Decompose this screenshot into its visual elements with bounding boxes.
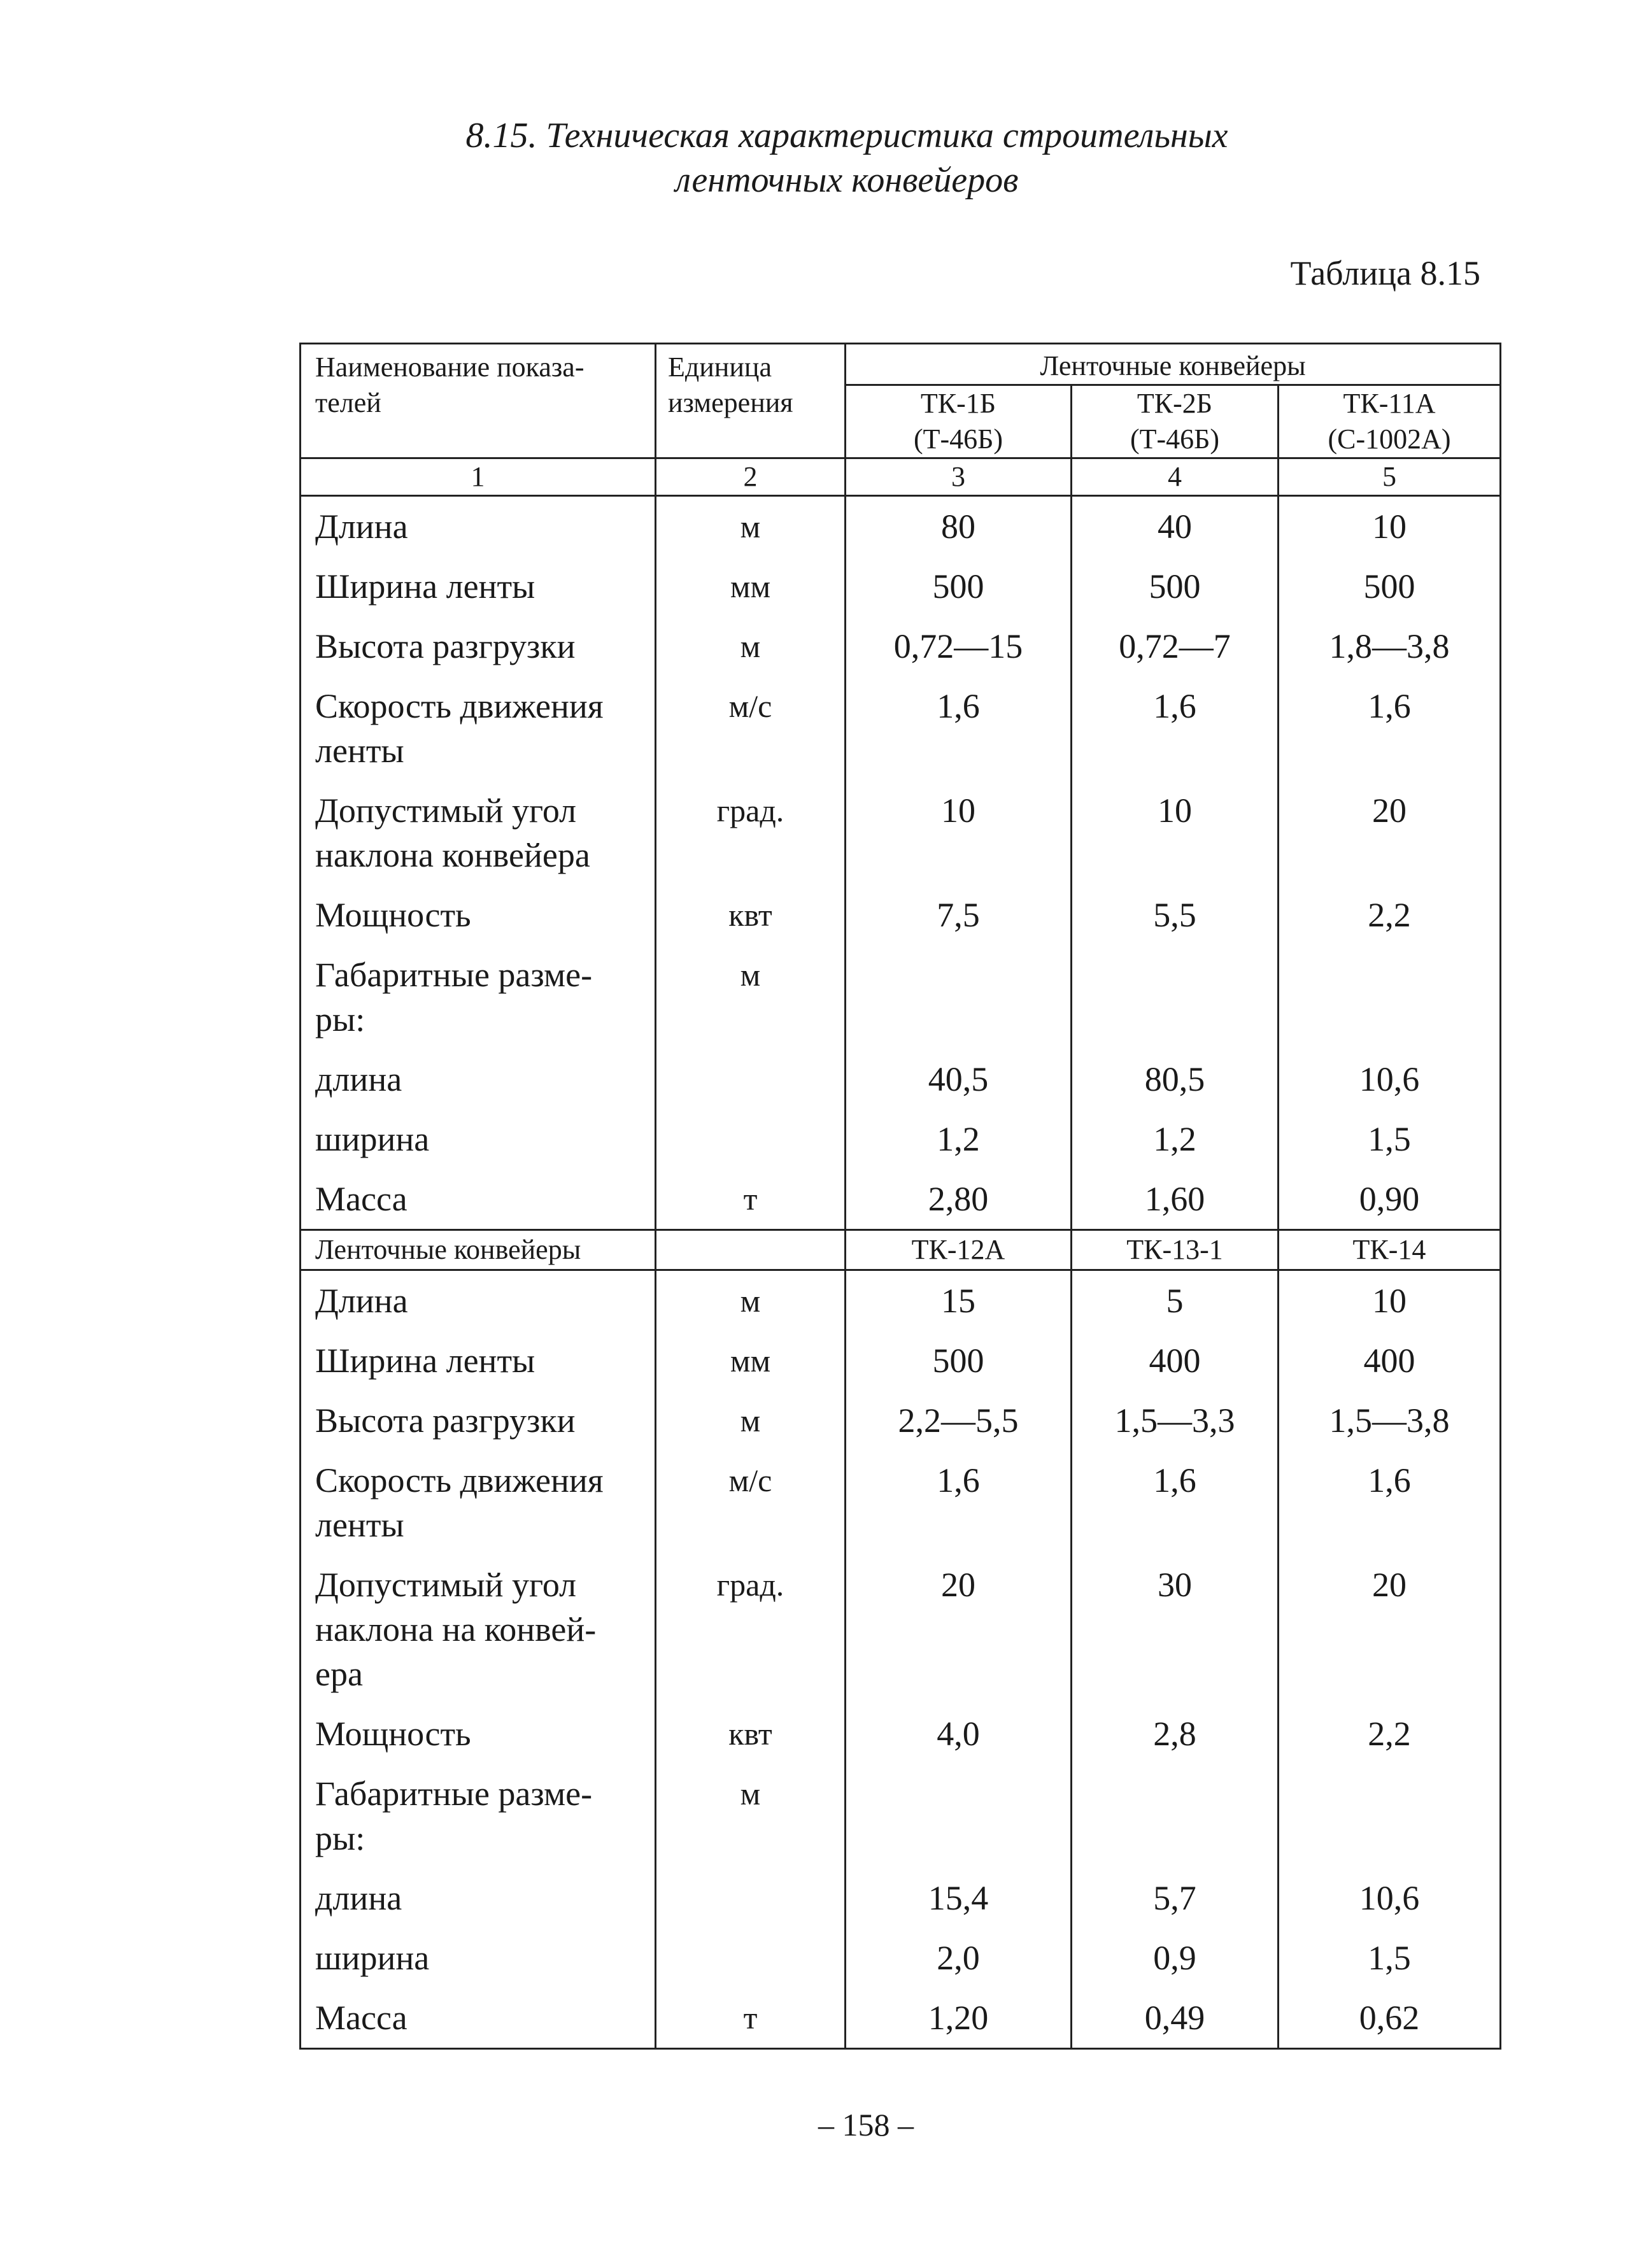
unit-cell xyxy=(656,1049,846,1109)
section1-row xyxy=(301,676,1501,781)
value-cell: 1,6 xyxy=(1279,1450,1501,1555)
parameter-name-cell: длина xyxy=(301,1868,656,1928)
section1-row xyxy=(301,496,1501,557)
value-cell: 1,2 xyxy=(1072,1109,1279,1169)
value-cell: 5 xyxy=(1072,1270,1279,1331)
parameter-name-cell: Мощность xyxy=(301,1704,656,1764)
value-cell: 80,5 xyxy=(1072,1049,1279,1109)
header-row xyxy=(301,344,1501,385)
section1-row xyxy=(301,556,1501,616)
section2-row xyxy=(301,1270,1501,1331)
unit-cell: квт xyxy=(656,885,846,945)
value-cell: 10 xyxy=(1072,781,1279,885)
column-number-cell: 1 xyxy=(301,458,656,496)
section-title-line2: ленточных конвейеров xyxy=(675,160,1019,200)
value-cell: 1,5—3,3 xyxy=(1072,1391,1279,1450)
section2-row xyxy=(301,1764,1501,1868)
section2-row xyxy=(301,1928,1501,1988)
unit-cell: м/с xyxy=(656,676,846,781)
parameter-name-cell: Ширина ленты xyxy=(301,556,656,616)
value-cell: 30 xyxy=(1072,1555,1279,1704)
parameter-name-cell: Длина xyxy=(301,1270,656,1331)
unit-cell: мм xyxy=(656,556,846,616)
parameter-name-cell: Ширина ленты xyxy=(301,1331,656,1391)
section2-row xyxy=(301,1704,1501,1764)
value-cell: 15,4 xyxy=(846,1868,1072,1928)
parameter-name-cell: Допустимый угол наклона на конвей- ера xyxy=(301,1555,656,1704)
value-cell: 15 xyxy=(846,1270,1072,1331)
unit-cell: мм xyxy=(656,1331,846,1391)
group-name-cell: Ленточные конвейеры xyxy=(301,1230,656,1270)
value-cell: 2,2 xyxy=(1279,1704,1501,1764)
parameter-name-cell: ширина xyxy=(301,1109,656,1169)
value-cell: 10 xyxy=(846,781,1072,885)
value-cell: 1,2 xyxy=(846,1109,1072,1169)
section1-row xyxy=(301,781,1501,885)
value-cell: 500 xyxy=(846,1331,1072,1391)
value-cell: 1,5 xyxy=(1279,1928,1501,1988)
section-title xyxy=(0,113,1630,202)
value-cell xyxy=(1072,945,1279,1049)
value-cell: 1,6 xyxy=(846,676,1072,781)
parameter-name-cell: Мощность xyxy=(301,885,656,945)
unit-cell: квт xyxy=(656,1704,846,1764)
value-cell: 500 xyxy=(1279,556,1501,616)
unit-cell: град. xyxy=(656,1555,846,1704)
parameter-name-cell: Габаритные разме- ры: xyxy=(301,945,656,1049)
table-caption: Таблица 8.15 xyxy=(1290,254,1480,292)
value-cell: 10,6 xyxy=(1279,1868,1501,1928)
column-number-cell: 4 xyxy=(1072,458,1279,496)
value-cell: 20 xyxy=(1279,1555,1501,1704)
column-number-cell: 2 xyxy=(656,458,846,496)
group-separator-row xyxy=(301,1230,1501,1270)
value-cell: 0,49 xyxy=(1072,1988,1279,2049)
value-cell: 4,0 xyxy=(846,1704,1072,1764)
value-cell: 0,72—15 xyxy=(846,616,1072,676)
column-number-cell: 5 xyxy=(1279,458,1501,496)
parameter-name-cell: Масса xyxy=(301,1169,656,1230)
unit-cell: м xyxy=(656,496,846,557)
section1-row xyxy=(301,616,1501,676)
group-unit-cell xyxy=(656,1230,846,1270)
unit-cell xyxy=(656,1868,846,1928)
page-number: – 158 – xyxy=(818,2107,914,2143)
value-cell: 2,8 xyxy=(1072,1704,1279,1764)
value-cell: 500 xyxy=(846,556,1072,616)
value-cell: 80 xyxy=(846,496,1072,557)
value-cell: 40 xyxy=(1072,496,1279,557)
value-cell: 1,6 xyxy=(1072,1450,1279,1555)
value-cell xyxy=(846,945,1072,1049)
section1-row xyxy=(301,945,1501,1049)
section1-row xyxy=(301,1049,1501,1109)
value-cell: 5,5 xyxy=(1072,885,1279,945)
section1-row xyxy=(301,1169,1501,1230)
value-cell: 2,0 xyxy=(846,1928,1072,1988)
value-cell: 1,5 xyxy=(1279,1109,1501,1169)
section2-row xyxy=(301,1450,1501,1555)
section2-row xyxy=(301,1391,1501,1450)
header-model-cell: ТК-11А (С-1002А) xyxy=(1279,385,1501,458)
value-cell: 0,72—7 xyxy=(1072,616,1279,676)
value-cell: 2,2—5,5 xyxy=(846,1391,1072,1450)
unit-cell: м xyxy=(656,945,846,1049)
parameter-name-cell: Высота разгрузки xyxy=(301,616,656,676)
section2-row xyxy=(301,1331,1501,1391)
value-cell xyxy=(846,1764,1072,1868)
parameter-name-cell: Масса xyxy=(301,1988,656,2049)
value-cell xyxy=(1072,1764,1279,1868)
section2-row xyxy=(301,1868,1501,1928)
unit-cell: т xyxy=(656,1988,846,2049)
parameter-name-cell: Допустимый угол наклона конвейера xyxy=(301,781,656,885)
value-cell xyxy=(1279,945,1501,1049)
parameter-name-cell: Длина xyxy=(301,496,656,557)
value-cell: 5,7 xyxy=(1072,1868,1279,1928)
unit-cell: м/с xyxy=(656,1450,846,1555)
section2-row xyxy=(301,1555,1501,1704)
header-group-cell: Ленточные конвейеры xyxy=(846,344,1501,385)
unit-cell: м xyxy=(656,616,846,676)
value-cell: 0,90 xyxy=(1279,1169,1501,1230)
value-cell: 1,5—3,8 xyxy=(1279,1391,1501,1450)
section1-row xyxy=(301,1109,1501,1169)
value-cell: 10 xyxy=(1279,496,1501,557)
value-cell: 400 xyxy=(1279,1331,1501,1391)
value-cell: 7,5 xyxy=(846,885,1072,945)
value-cell: 1,60 xyxy=(1072,1169,1279,1230)
value-cell: 20 xyxy=(1279,781,1501,885)
group-model-cell: ТК-12А xyxy=(846,1230,1072,1270)
value-cell: 20 xyxy=(846,1555,1072,1704)
value-cell: 1,6 xyxy=(846,1450,1072,1555)
unit-cell: т xyxy=(656,1169,846,1230)
value-cell: 2,2 xyxy=(1279,885,1501,945)
value-cell: 1,20 xyxy=(846,1988,1072,2049)
column-number-row xyxy=(301,458,1501,496)
section2-row xyxy=(301,1988,1501,2049)
parameter-name-cell: Скорость движения ленты xyxy=(301,1450,656,1555)
value-cell: 1,6 xyxy=(1072,676,1279,781)
value-cell: 400 xyxy=(1072,1331,1279,1391)
unit-cell xyxy=(656,1928,846,1988)
value-cell xyxy=(1279,1764,1501,1868)
unit-cell xyxy=(656,1109,846,1169)
value-cell: 1,8—3,8 xyxy=(1279,616,1501,676)
spec-table xyxy=(299,343,1501,2050)
column-number-cell: 3 xyxy=(846,458,1072,496)
parameter-name-cell: Высота разгрузки xyxy=(301,1391,656,1450)
header-model-cell: ТК-2Б (Т-46Б) xyxy=(1072,385,1279,458)
value-cell: 40,5 xyxy=(846,1049,1072,1109)
group-model-cell: ТК-14 xyxy=(1279,1230,1501,1270)
value-cell: 1,6 xyxy=(1279,676,1501,781)
parameter-name-cell: длина xyxy=(301,1049,656,1109)
value-cell: 10,6 xyxy=(1279,1049,1501,1109)
section1-row xyxy=(301,885,1501,945)
parameter-name-cell: ширина xyxy=(301,1928,656,1988)
value-cell: 0,9 xyxy=(1072,1928,1279,1988)
group-model-cell: ТК-13-1 xyxy=(1072,1230,1279,1270)
unit-cell: м xyxy=(656,1270,846,1331)
unit-cell: м xyxy=(656,1764,846,1868)
parameter-name-cell: Скорость движения ленты xyxy=(301,676,656,781)
value-cell: 0,62 xyxy=(1279,1988,1501,2049)
header-unit-cell: Единица измерения xyxy=(656,344,846,458)
section-title-line1: 8.15. Техническая характеристика строительных xyxy=(465,116,1228,155)
unit-cell: м xyxy=(656,1391,846,1450)
value-cell: 10 xyxy=(1279,1270,1501,1331)
parameter-name-cell: Габаритные разме- ры: xyxy=(301,1764,656,1868)
unit-cell: град. xyxy=(656,781,846,885)
header-name-cell: Наименование показа- телей xyxy=(301,344,656,458)
value-cell: 2,80 xyxy=(846,1169,1072,1230)
header-model-cell: ТК-1Б (Т-46Б) xyxy=(846,385,1072,458)
value-cell: 500 xyxy=(1072,556,1279,616)
